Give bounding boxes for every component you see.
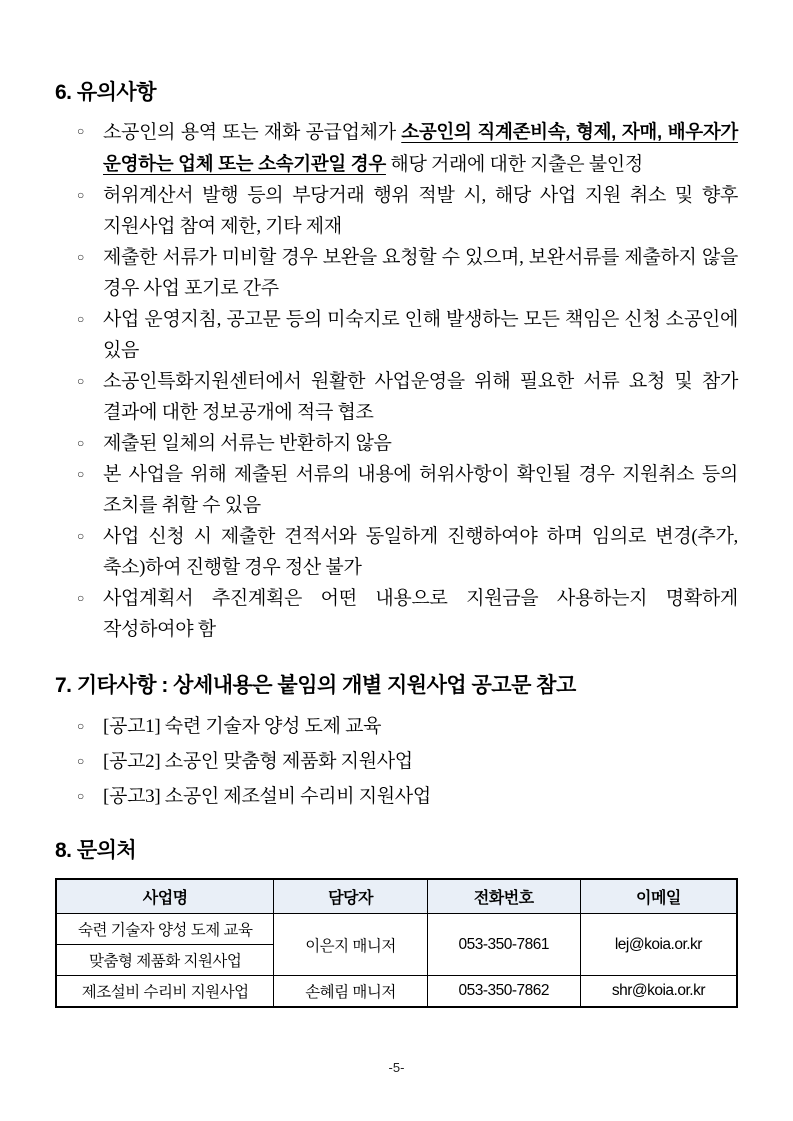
- note-item: [55, 242, 738, 304]
- cell-manager: 이은지 매니저: [274, 914, 427, 976]
- circle-bullet-icon: ○: [77, 789, 85, 803]
- circle-bullet-icon: ○: [77, 188, 85, 202]
- note-item: [55, 459, 738, 521]
- note-text: 허위계산서 발행 등의 부당거래 행위 적발 시, 해당 사업 지원 취소 및 향후 지원사업 참여 제한, 기타 제재: [103, 185, 738, 237]
- circle-bullet-icon: ○: [77, 436, 85, 450]
- announcements-list: [55, 709, 738, 814]
- cell-program: 숙련 기술자 양성 도제 교육: [56, 914, 274, 945]
- cell-manager: 손혜림 매니저: [274, 976, 427, 1008]
- cell-email: shr@koia.or.kr: [580, 976, 737, 1008]
- section-others-heading: 7. 기타사항 : 상세내용은 붙임의 개별 지원사업 공고문 참고: [55, 674, 576, 697]
- note-item: [55, 583, 738, 645]
- note-text: 본 사업을 위해 제출된 서류의 내용에 허위사항이 확인될 경우 지원취소 등의 조치를 취할 수 있음: [103, 464, 738, 516]
- note-text-segment: 해당 거래에 대한 지출은 불인정: [385, 154, 643, 175]
- note-text-emphasis: 소공인의 직계존비속, 형제, 자매, 배우자가 운영하는 업체 또는 소속기관일 경우: [103, 121, 739, 174]
- note-text: 사업 운영지침, 공고문 등의 미숙지로 인해 발생하는 모든 책임은 신청 소공인에 있음: [103, 309, 738, 361]
- section-contact-heading: 8. 문의처: [55, 839, 137, 862]
- announcement-text: [공고2] 소공인 맞춤형 제품화 지원사업: [103, 751, 413, 772]
- note-item: [55, 304, 738, 366]
- note-item: [55, 180, 738, 242]
- circle-bullet-icon: ○: [77, 124, 85, 138]
- note-item: [55, 521, 738, 583]
- notes-list: [55, 116, 738, 645]
- header-manager: 담당자: [274, 879, 427, 914]
- header-program: 사업명: [56, 879, 274, 914]
- section-others: [55, 671, 738, 814]
- announcement-item: [55, 779, 738, 814]
- circle-bullet-icon: ○: [77, 374, 85, 388]
- announcement-text: [공고3] 소공인 제조설비 수리비 지원사업: [103, 786, 431, 807]
- circle-bullet-icon: ○: [77, 312, 85, 326]
- contact-table: [55, 878, 738, 1008]
- cell-phone: 053-350-7862: [427, 976, 580, 1008]
- note-item: [55, 116, 738, 180]
- note-item: [55, 428, 738, 459]
- circle-bullet-icon: ○: [77, 250, 85, 264]
- page-number: -5-: [388, 1060, 405, 1075]
- cell-program: 제조설비 수리비 지원사업: [56, 976, 274, 1008]
- section-contact: [55, 836, 738, 1008]
- note-text: 사업계획서 추진계획은 어떤 내용으로 지원금을 사용하는지 명확하게 작성하여야 함: [103, 588, 738, 640]
- announcement-item: [55, 744, 738, 779]
- note-item: [55, 366, 738, 428]
- section-notes: [55, 78, 738, 645]
- section-notes-heading: 6. 유의사항: [55, 81, 156, 104]
- cell-phone: 053-350-7861: [427, 914, 580, 976]
- circle-bullet-icon: ○: [77, 467, 85, 481]
- table-row: [56, 976, 737, 1008]
- note-text: 제출한 서류가 미비할 경우 보완을 요청할 수 있으며, 보완서류를 제출하지 않을 경우 사업 포기로 간주: [103, 247, 738, 299]
- circle-bullet-icon: ○: [77, 529, 85, 543]
- note-text: 소공인특화지원센터에서 원활한 사업운영을 위해 필요한 서류 요청 및 참가 결과에 대한 정보공개에 적극 협조: [103, 371, 738, 423]
- announcement-text: [공고1] 숙련 기술자 양성 도제 교육: [103, 716, 382, 737]
- circle-bullet-icon: ○: [77, 754, 85, 768]
- note-text: 제출된 일체의 서류는 반환하지 않음: [103, 433, 392, 454]
- note-text-segment: 소공인의 용역 또는 재화 공급업체가: [103, 122, 402, 143]
- table-row: [56, 914, 737, 945]
- contact-table-header-row: [56, 879, 737, 914]
- header-phone: 전화번호: [427, 879, 580, 914]
- header-email: 이메일: [580, 879, 737, 914]
- cell-email: lej@koia.or.kr: [580, 914, 737, 976]
- circle-bullet-icon: ○: [77, 591, 85, 605]
- announcement-item: [55, 709, 738, 744]
- circle-bullet-icon: ○: [77, 719, 85, 733]
- note-text: 사업 신청 시 제출한 견적서와 동일하게 진행하여야 하며 임의로 변경(추가, 축소)하여 진행할 경우 정산 불가: [103, 526, 738, 578]
- note-text: [103, 116, 738, 180]
- cell-program: 맞춤형 제품화 지원사업: [56, 945, 274, 976]
